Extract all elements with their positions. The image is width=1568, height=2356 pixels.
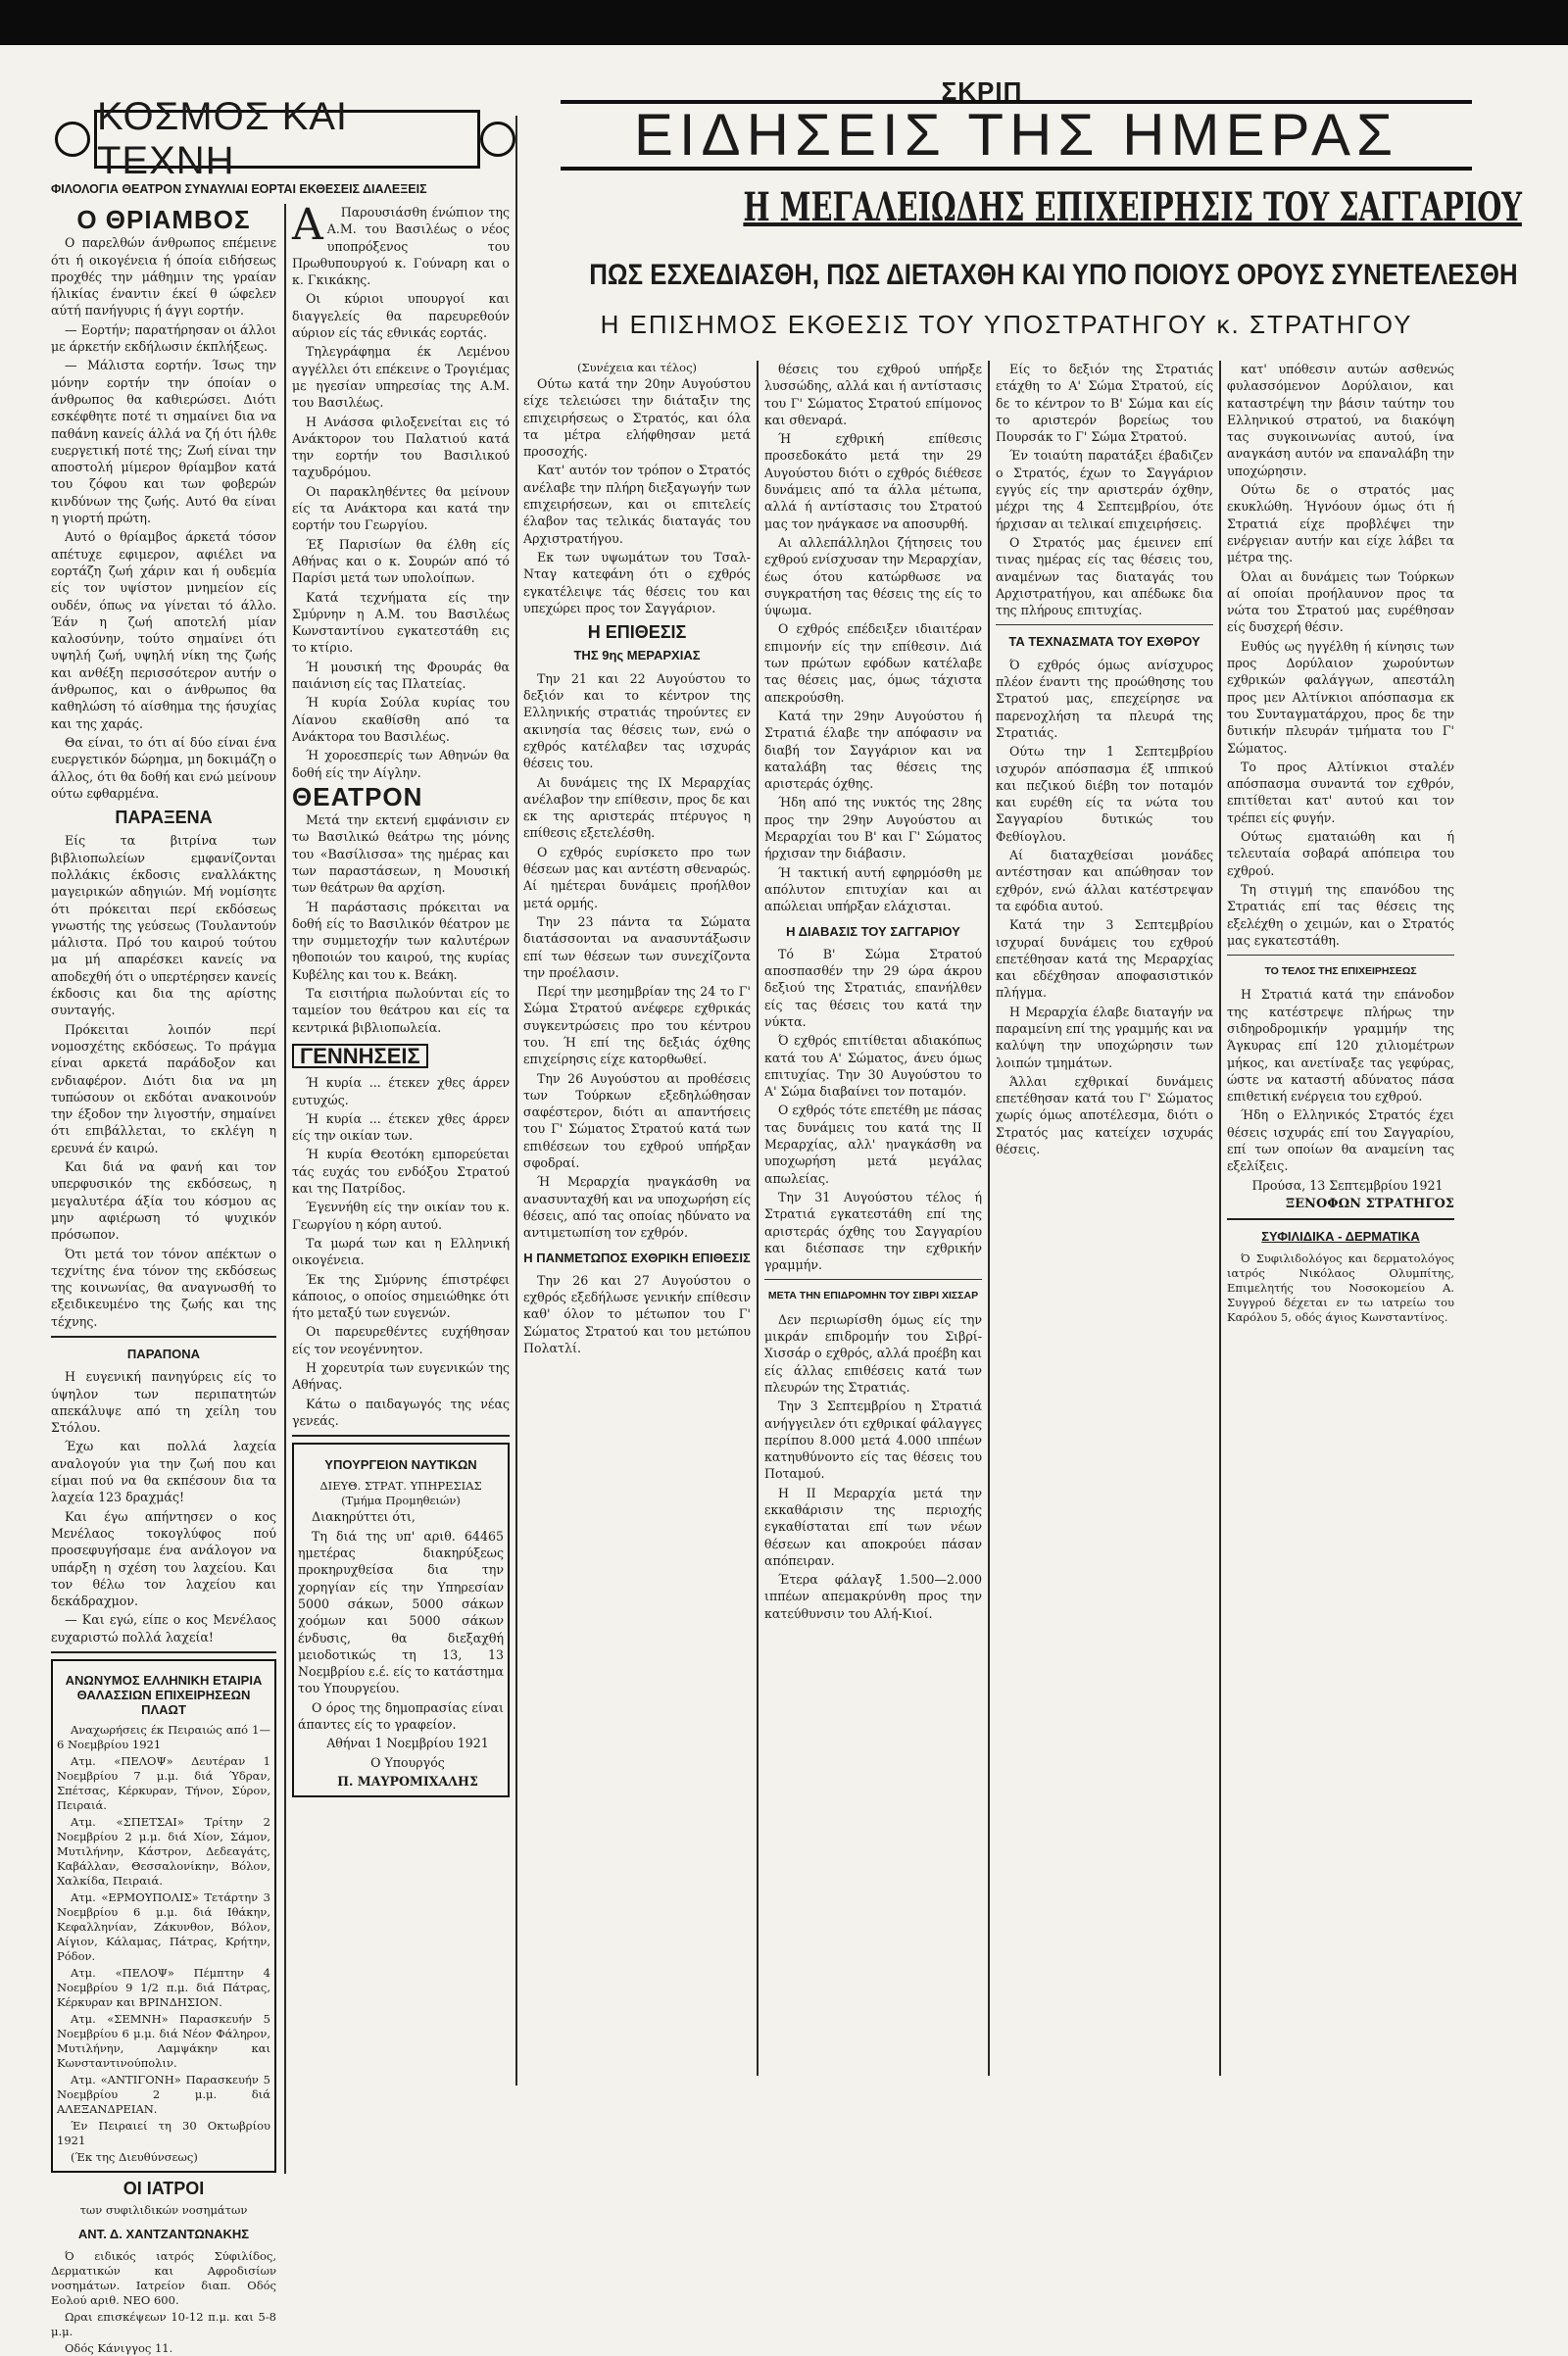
paragraph: — Εορτήν; παρατήρησαν οι άλλοι με άρκετήν εκδήλωσιν έκπλήξεως.	[51, 321, 276, 355]
paragraph: κατ' υπόθεσιν αυτών ασθενώς φυλασσόμενον Δορύλαιον, και καταστρέψη την βάσιν ταύτην του Ελληνικού στρατού, να διακόψη τας συγκοινωνίας αυτού, ίνα αναγκάση αυτόν να επαναλάβη την υποχώρησιν.	[1227, 362, 1454, 478]
ad-line: Ατμ. «ΑΝΤΙΓΟΝΗ» Παρασκευήν 5 Νοεμβρίου 2 μ.μ. διά ΑΛΕΞΑΝΔΡΕΙΑΝ.	[57, 2073, 270, 2117]
paragraph: Έγεννήθη είς την οικίαν του κ. Γεωργίου η κόρη αυτού.	[292, 1200, 510, 1232]
divider	[51, 1651, 276, 1653]
paragraph: Ή μουσική της Φρουράς θα παιάνιση είς τας Πλατείας.	[292, 659, 510, 692]
divider	[1227, 1218, 1454, 1220]
paragraph: Έξ Παρισίων θα έλθη είς Αθήνας και ο κ. Σουρών από τό Παρίσι μετά των υπολοίπων.	[292, 536, 510, 586]
paragraph: Έκ της Σμύρνης έπιστρέφει κάποιος, ο οποίος σημειώθηκε ότι ήτο μεταξύ των ευγενών.	[292, 1271, 510, 1321]
deck-headline: Η ΕΠΙΣΗΜΟΣ ΕΚΘΕΣΙΣ ΤΟΥ ΥΠΟΣΤΡΑΤΗΓΟΥ κ. ΣΤΡΑΤΗΓΟΥ	[600, 310, 1413, 339]
paragraph: Ή κυρία Θεοτόκη εμπορεύεται τάς ευχάς του ενδόξου Στρατού και της Πατρίδος.	[292, 1147, 510, 1197]
newspaper-page	[51, 76, 1522, 2355]
paragraph: Τα εισιτήρια πωλούνται είς το ταμείον του θεάτρου και είς τα κεντρικά βιβλιοπωλεία.	[292, 986, 510, 1035]
column-1	[51, 204, 276, 2355]
paragraph: Εκ των υψωμάτων του Τσαλ-Νταγ κατεφάνη ότι ο εχθρός εγκατέλειψε τάς θέσεις του και υπεχώρει προς τον Σαγγάριον.	[523, 549, 751, 615]
paragraph: θέσεις του εχθρού υπήρξε λυσσώδης, αλλά και ή αντίστασις του Γ' Σώματος Στρατού επίμονος και σθεναρά.	[764, 362, 982, 427]
heading-attack-sub: ΤΗΣ 9ης ΜΕΡΑΡΧΙΑΣ	[573, 648, 701, 663]
paragraph: Ήδη ο Ελληνικός Στρατός έχει θέσεις ισχυράς επί του Σαγγαρίου, επί των οποίων θα αναμείνη τας εξελίξεις.	[1227, 1107, 1454, 1174]
ad-line: Αναχωρήσεις έκ Πειραιώς από 1—6 Νοεμβρίου 1921	[57, 1723, 270, 1752]
ad-line: Ατμ. «ΕΡΜΟΥΠΟΛΙΣ» Τετάρτην 3 Νοεμβρίου 6 μ.μ. διά Ιθάκην, Κεφαλληνίαν, Ζάκυνθον, Βόλον, Αίγιον, Κάλαμας, Πάτρας, Κρήτην, Ρόδον.	[57, 1890, 270, 1964]
notice-signature: Π. ΜΑΥΡΟΜΙΧΑΛΗΣ	[337, 1773, 478, 1789]
paragraph: Τη στιγμή της επανόδου της Στρατιάς επί τας θέσεις της εξελέχθη ο χειμών, και ο Στρατός μας εγκατεστάθη.	[1227, 881, 1454, 948]
paragraph: Οι παρακληθέντες θα μείνουν είς τα Ανάκτορα και κατά την εορτήν του Γεωργίου.	[292, 483, 510, 533]
doctor-line: Ωραι επισκέψεων 10-12 π.μ. και 5-8 μ.μ.	[51, 2309, 276, 2338]
paragraph: Ή κυρία ... έτεκεν χθες άρρεν ευτυχώς.	[292, 1075, 510, 1107]
paragraph: Τηλεγράφημα έκ Λεμένου αγγέλλει ότι επέκεινε ο Τρογιέμας με ηγεσίαν υπηρεσίας της Α.Μ. του Βασιλέως.	[292, 344, 510, 411]
section-title-eidiseis: ΕΙΔΗΣΕΙΣ ΤΗΣ ΗΜΕΡΑΣ	[561, 100, 1472, 171]
heading-end-operation: ΤΟ ΤΕΛΟΣ ΤΗΣ ΕΠΙΧΕΙΡΗΣΕΩΣ	[1264, 965, 1417, 978]
column-4	[764, 361, 982, 2095]
column-5	[996, 361, 1213, 2095]
sub-headline: ΠΩΣ ΕΣΧΕΔΙΑΣΘΗ, ΠΩΣ ΔΙΕΤΑΧΘΗ ΚΑΙ ΥΠΟ ΠΟΙΟΥΣ ΟΡΟΥΣ ΣΥΝΕΤΕΛΕΣΘΗ	[589, 259, 1518, 291]
paragraph: Όλαι αι δυνάμεις των Τούρκων αί οποίαι προήλαυνον προς τα νώτα του Στρατού μας ευρέθησαν είς δυσχερή θέσιν.	[1227, 568, 1454, 635]
paragraph: Περί την μεσημβρίαν της 24 το Γ' Σώμα Στρατού ανέφερε εχθρικάς συγκεντρώσεις προ του κέντρου του. Ή επί της δεξιάς όχθης επιχείρησις είχε κατορθωθεί.	[523, 984, 751, 1067]
ministry-notice	[292, 1443, 510, 1797]
notice-subtitle: ΔΙΕΥΘ. ΣΤΡΑΤ. ΥΠΗΡΕΣΙΑΣ (Τμήμα Προμηθειών)	[319, 1479, 482, 1508]
notice-line: Διακηρύττει ότι,	[312, 1509, 416, 1525]
paragraph: Πρόκειται λοιπόν περί νομοσχέτης εκδόσεως. Το πράγμα είναι αρκετά παράδοξον και ενδιαφέρον. Διότι δια να μη τυπώσουν οι εκδόται ανακοινούν την έξοδον την λιγοστήν, σημαίνει ότι επιβάλλεται, το εκλέγη η ερευνά έν καιρώ.	[51, 1021, 276, 1155]
paragraph: Την 26 Αυγούστου αι προθέσεις των Τούρκων εξεδηλώθησαν σαφέστερον, διότι αι απαντήσεις του Γ' Σώματος Στρατού κατά των επιθέσεων του εχθρού υπήρξαν σφοδραί.	[523, 1070, 751, 1171]
doctor-line: Ό ειδικός ιατρός Σύφιλίδος, Δερματικών και Αφροδισίων νοσημάτων. Ιατρείον διαπ. Οδός Εολού αριθ. ΝΕΟ 600.	[51, 2248, 276, 2307]
paragraph: Είς τα βιτρίνα των βιβλιοπωλείων εμφανίζονται πολλάκις έκδοσις εναλλάκτης μαγειρικών αδηγιών. Μή νομίσητε ότι πρόκειται περί εκδόσεως γνωστής της γεύσεως (Τουλαντούν μάλιστα. Πρό του καιρού τούτου μα μή απαρέσκει κανείς να αποδεχθή ότι ο υπερτέρησεν κανείς έκδοσις και δια της αρίστης συνταγής.	[51, 833, 276, 1018]
paragraph: Κατ' αυτόν τον τρόπον ο Στρατός ανέλαβε την πλήρη διεξαγωγήν των επιχειρήσεων, και οι επιτελείς έλαβον τας τελικάς διαταγάς του Αρχιστρατήγου.	[523, 463, 751, 546]
dateline: Προύσα, 13 Σεπτεμβρίου 1921	[1251, 1177, 1444, 1193]
doctor-subheading: των συφιλιδικών νοσημάτων	[79, 2203, 248, 2218]
paragraph: — Μάλιστα εορτήν. Ίσως την μόνην εορτήν την όποίαν ο άνθρωπος θα καθιερώσει. Διότι εσκέφθητε ποτέ τι σημαίνει δια να παθάνη κανείς άλλά να ζή ότι ήλθε ευεργετική ποτέ της; Ζωή είναι την αποστολή μίμερον θρίαμβον κατά του ζόφου και των φοβερών κινδύνων της ζωής. Αυτό θα είναι η γιορτή πρώτη.	[51, 358, 276, 526]
paragraph: Την 21 και 22 Αυγούστου το δεξιόν και το κέντρον της Ελληνικής στρατιάς τηρούντες εν ακινησία τας θέσεις των, ενώ ο εχθρός κατέλαβεν τας ισχυράς θέσεις του.	[523, 670, 751, 771]
paragraph: Ή παράστασις πρόκειται να δοθή είς το Βασιλικόν θέατρον με την συμμετοχήν των καλυτέρων ηθοποιών του καιρού, της κυρίας Κυβέλης και του κ. Βεάκη.	[292, 899, 510, 982]
paragraph: Την 26 και 27 Αυγούστου ο εχθρός εξεδήλωσε γενικήν επίθεσιν καθ' όλον το μέτωπον του Γ' Σώματος Στρατού και του μετώπου Πολατλί.	[523, 1272, 751, 1356]
ad-line: Ατμ. «ΣΕΜΝΗ» Παρασκευήν 5 Νοεμβρίου 6 μ.μ. διά Νέον Φάληρον, Μυτιλήνην, Λαμψάκην και Κωνσταντινούπολιν.	[57, 2012, 270, 2071]
continued-note: (Συνέχεια και τέλος)	[577, 361, 697, 374]
paragraph: Ούτω την 1 Σεπτεμβρίου ισχυρόν απόσπασμα έξ ιππικού και πεζικού διέβη τον ποταμόν και ευρέθη είς τα νώτα του Σαγγαρίου δυτικώς του Φεθίογλου.	[996, 744, 1213, 844]
section-title-kosmos: ΚΟΣΜΟΣ ΚΑΙ ΤΕΧΝΗ	[94, 110, 480, 169]
paragraph: Είς το δεξιόν της Στρατιάς ετάχθη το Α' Σώμα Στρατού, είς δε το κέντρον το Β' Σώμα και είς το αριστερόν βορείως του Πουρσάκ το Γ' Σώμα Στρατού.	[996, 362, 1213, 445]
divider	[51, 1336, 276, 1338]
paragraph: Αι δυνάμεις της ΙΧ Μεραρχίας ανέλαβον την επίθεσιν, προς δε και εκ της αριστεράς πτέρυγος η επίθεσις εξετελέσθη.	[523, 774, 751, 841]
paragraph: Κατά την 29ην Αυγούστου ή Στρατιά έλαβε την απόφασιν να διαβή τον Σαγγάριον και να καταλάβη τας θέσεις της αριστεράς όχθης.	[764, 708, 982, 792]
paragraph: Ούτως εματαιώθη και ή τελευταία σοβαρά απόπειρα του εχθρού.	[1227, 829, 1454, 878]
paragraph: Έν τοιαύτη παρατάξει έβαδιζεν ο Στρατός, έχων το Σαγγάριον εγγύς είς την αριστεράν όχθην, μέχρι της 4 Σεπτεμβρίου, ότε ήρχισαν αι τελικαί επιχειρήσεις.	[996, 448, 1213, 531]
ad-line: Ατμ. «ΣΠΕΤΣΑΙ» Τρίτην 2 Νοεμβρίου 2 μ.μ. διά Χίον, Σάμον, Μυτιλήνην, Κάστρον, Δεδεαγάτς, Καβάλλαν, Θεσσαλονίκην, Βόλον, Χαλκίδα, Πειραιά.	[57, 1815, 270, 1889]
column-rule	[1219, 361, 1221, 2076]
notice-line: Ο όρος της δημοπρασίας είναι άπαντες είς το γραφείον.	[298, 1699, 504, 1733]
black-margin-bar	[0, 0, 1568, 45]
heading-births: ΓΕΝΝΗΣΕΙΣ	[292, 1044, 428, 1068]
paragraph: Και έγω απήντησεν ο κος Μενέλαος τοκογλύφος πού προσεφυγήσαμε ένα ανάλογον να υπάρξη η σχέση του λαχείου. Και τον θέλω τον λαχείου και δεκάδραχμον.	[51, 1508, 276, 1609]
column-rule	[757, 361, 759, 2076]
paragraph: Ή κυρία Σούλα κυρίας του Λίανου εκαθίσθη από τα Ανάκτορα του Βασιλέως.	[292, 695, 510, 744]
notice-line: Αθήναι 1 Νοεμβρίου 1921	[326, 1736, 489, 1751]
paragraph: Άλλαι εχθρικαί δυνάμεις επετέθησαν κατά του Γ' Σώματος χωρίς όμως αποτέλεσμα, διότι ο Στρατός μας κατείχεν ισχυράς θέσεις.	[996, 1073, 1213, 1157]
section-subtitle: ΦΙΛΟΛΟΓΙΑ ΘΕΑΤΡΟΝ ΣΥΝΑΥΛΙΑΙ ΕΟΡΤΑΙ ΕΚΘΕΣΕΙΣ ΔΙΑΛΕΞΕΙΣ	[51, 182, 427, 196]
paragraph: Ό εχθρός επιτίθεται αδιακόπως κατά του Α' Σώματος, άνευ όμως επιτυχίας. Την 30 Αυγούστου το Α' Σώμα διαβαίνει τον ποταμόν.	[764, 1033, 982, 1100]
paragraph: Ήδη από της νυκτός της 28ης προς την 29ην Αυγούστου αι Μεραρχίαι του Β' και Γ' Σώματος ήρχισαν την διάβασιν.	[764, 795, 982, 861]
paragraph: Ο εχθρός επέδειξεν ιδιαιτέραν επιμονήν είς την επίθεσιν. Διά των πρώτων εφόδων κατέλαβε τας θέσεις μας, όμως τάχιστα απεκρούσθη.	[764, 621, 982, 705]
column-2	[292, 200, 510, 2095]
paragraph: Οι παρευρεθέντες ευχήθησαν είς τον νεογέννητον.	[292, 1324, 510, 1356]
paragraph: Την 23 πάντα τα Σώματα διατάσσονται να ανασυντάξωσιν επί των θέσεων των συνεχίζοντα την προέλασιν.	[523, 913, 751, 980]
paragraph: Ή χοροεσπερίς των Αθηνών θα δοθή είς την Αίγλην.	[292, 748, 510, 780]
doctor-name: ΑΝΤ. Δ. ΧΑΝΤΖΑΝΤΩΝΑΚΗΣ	[77, 2227, 250, 2242]
paragraph: Την 31 Αυγούστου τέλος ή Στρατιά εγκατεστάθη επί της αριστεράς όχθης του Σαγγαρίου και διέσπασε την εχθρικήν γραμμήν.	[764, 1189, 982, 1273]
paragraph: Κατά την 3 Σεπτεμβρίου ισχυραί δυνάμεις του εχθρού επετέθησαν κατά της Μεραρχίας και εδέχθησαν αποφασιστικόν πλήγμα.	[996, 917, 1213, 1001]
divider	[292, 1435, 510, 1437]
ad-line: Ατμ. «ΠΕΛΟΨ» Δευτέραν 1 Νοεμβρίου 7 μ.μ. διά Ύδραν, Σπέτσας, Κέρκυραν, Τήνον, Σύρον, Πειραιά.	[57, 1754, 270, 1813]
paragraph: Ότι μετά τον τόνον απέκτων ο τεχνίτης ένα τόνον της εκδόσεως της κοινωνίας, θα αναγνωσθή το εξειδικευμένο της ζωής και της τέχνης.	[51, 1246, 276, 1329]
paragraph: Αί διαταχθείσαι μονάδες αντέστησαν και απώθησαν τον εχθρόν, ενώ άλλαι κατέστρεψαν τα εφόδια αυτού.	[996, 848, 1213, 913]
ad-title: ΑΝΩΝΥΜΟΣ ΕΛΛΗΝΙΚΗ ΕΤΑΙΡΙΑ ΘΑΛΑΣΣΙΩΝ ΕΠΙΧΕΙΡΗΣΕΩΝ ΠΛΑΩΤ	[65, 1673, 263, 1718]
kicker: ΣΚΡΙΠ	[941, 76, 1023, 106]
column-rule	[515, 116, 517, 2086]
divider	[1227, 955, 1454, 956]
ad-line: Έν Πειραιεί τη 30 Οκτωβρίου 1921	[57, 2119, 270, 2148]
column-3	[523, 361, 751, 2095]
heading-crossing: Η ΔΙΑΒΑΣΙΣ ΤΟΥ ΣΑΓΓΑΡΙΟΥ	[786, 923, 960, 939]
column-6	[1227, 361, 1454, 2095]
main-headline: Η ΜΕΓΑΛΕΙΩΔΗΣ ΕΠΙΧΕΙΡΗΣΙΣ ΤΟΥ ΣΑΓΓΑΡΙΟΥ	[743, 184, 1522, 230]
paragraph: Ούτω κατά την 20ην Αυγούστου είχε τελειώσει την διάταξιν της επιχειρήσεως ο Στρατός, και όλα τα μέτρα ελήφθησαν μετά προσοχής.	[523, 376, 751, 460]
paragraph: Αυτό ο θρίαμβος άρκετά τόσον απέτυχε εφιμερον, αφιέλει να εορτάζη ζωή χάριν και ή ουδεμία είς τον υψίστον μνημείον είς ουδέν, όπως να γίνεται τό άλλο. Έάν η ζωή αποτελή μίαν καλοσύνην, τούτο σημαίνει ότι υψηλή ζωή, υψηλή νίκη της ζωής και ανθέξη περισσότερον αυτήν ο άνθρωπος, και ο άνθρωπος θα καθηλώση τό αίσθημα της ήσυχίας και της χαράς.	[51, 529, 276, 731]
doctor-heading: ΟΙ ΙΑΤΡΟΙ	[122, 2179, 205, 2199]
paragraph: Η ευγενική πανηγύρεις είς το ύψηλον των περιπατητών απεκάλυψε από τη χείλη του Στόλου.	[51, 1369, 276, 1436]
ad-line: Ατμ. «ΠΕΛΟΨ» Πέμπτην 4 Νοεμβρίου 9 1/2 π.μ. διά Πάτρας, Κέρκυραν και ΒΡΙΝΔΗΣΙΟΝ.	[57, 1966, 270, 2010]
signature: ΞΕΝΟΦΩΝ ΣΤΡΑΤΗΓΟΣ	[1286, 1196, 1454, 1211]
divider	[996, 624, 1213, 625]
paragraph: Ή κυρία ... έτεκεν χθες άρρεν είς την οικίαν των.	[292, 1110, 510, 1144]
paragraph: Την 3 Σεπτεμβρίου η Στρατιά ανήγγειλεν ότι εχθρικαί φάλαγγες περίπου 8.000 μετά 4.000 ιππέων κατηυθύνοντο είς τας θέσεις του Ποταμού.	[764, 1399, 982, 1482]
paragraph: Η Ανάσσα φιλοξενείται εις τό Ανάκτορον του Παλατιού κατά την εορτήν του Βασιλικού ταχυδρόμου.	[292, 414, 510, 480]
notice-line: Τη διά της υπ' αριθ. 64465 ημετέρας διακηρύξεως προκηρυχθείσα δια την χορηγίαν είς την Υπηρεσίαν 5000 σάκων, 5000 σάκων χοόμων και 5000 σάκων ένδυσις, θα διεξαχθή μειοδοτικώς τη 13, 13 Νοεμβρίου ε.έ. είς το κατάστημα του Υπουργείου.	[298, 1528, 504, 1696]
notice-title: ΥΠΟΥΡΓΕΙΟΝ ΝΑΥΤΙΚΩΝ	[324, 1457, 477, 1473]
paragraph: Η Στρατιά κατά την επάνοδον της κατέστρεψε πλήρως την σιδηροδρομικήν γραμμήν της Άγκυρας επί 120 χιλιομέτρων μήκος, και ανετίναξε τας γεφύρας, ώστε να καταστή αδύνατος πάσα επιθετική ενέργεια του εχθρού.	[1227, 987, 1454, 1104]
paragraph: Αι αλλεπάλληλοι ζήτησεις του εχθρού ενίσχυσαν την Μεραρχίαν, έως ότου κατώρθωσε να συγκρατήση τας θέσεις της είς το ύψωμα.	[764, 534, 982, 618]
paragraph: Τα μωρά των και η Ελληνική οικογένεια.	[292, 1235, 510, 1268]
paragraph: Ή τακτική αυτή εφηρμόσθη με απόλυτον επιτυχίαν και αι απώλειαι υπήρξαν ελάχισται.	[764, 864, 982, 914]
paragraph: Ο εχθρός τότε επετέθη με πάσας τας δυνάμεις του κατά της ΙΙ Μεραρχίας, αλλ' ηναγκάσθη να υποχωρήση μετά μεγάλας απωλείας.	[764, 1103, 982, 1186]
paragraph: Και διά να φανή και τον υπερφυσικόν της εκδόσεως, η μεγαλυτέρα άξία του κόσμου ας μην αφιέρωση τό ψυχικόν πρόσωπον.	[51, 1159, 276, 1243]
heading-paraxena: ΠΑΡΑΞΕΝΑ	[115, 808, 213, 828]
paragraph: Οι κύριοι υπουργοί και διαγγελείς θα παρευρεθούν αύριον είς τάς εθνικάς εορτάς.	[292, 291, 510, 341]
drop-cap: Α	[292, 200, 323, 250]
heading-theatre: ΘΕΑΤΡΟΝ	[292, 781, 423, 811]
heading-thriamvos: Ο ΘΡΙΑΜΒΟΣ	[76, 205, 251, 234]
paragraph: Η ΙΙ Μεραρχία μετά την εκκαθάρισιν της περιοχής εγκαθίσταται επί των νέων θέσεων και αποκρούει πάσαν απόπειραν.	[764, 1485, 982, 1568]
paragraph: Έχω και πολλά λαχεία αναλογούν για την ζωή που και είμαι πού να θα εκπέσουν δια τα λαχεία 123 δραχμάς!	[51, 1439, 276, 1505]
paragraph: Θα είναι, το ότι αί δύο είναι ένα ευεργετικόν δώρημα, μη δοκιμάζη ο άλλος, ότι θα δοθή και ενώ μείνουν ούτω εφθαρμένα.	[51, 734, 276, 801]
ad-title-syphilis: ΣΥΦΙΛΙΔΙΚΑ - ΔΕΡΜΑΤΙΚΑ	[1261, 1229, 1420, 1245]
paragraph: Έτερα φάλαγξ 1.500—2.000 ιππέων απεμακρύνθη προς την κατεύθυνσιν του Αλή-Κιοί.	[764, 1572, 982, 1621]
paragraph: Μετά την εκτενή εμφάνισιν εν τω Βασιλικώ θεάτρω της μόνης του «Βασίλισσα» της ημέρας και των παραστάσεων, η Μουσική των θεάτρων θα αρχίση.	[292, 812, 510, 896]
paragraph: — Και εγώ, είπε ο κος Μενέλαος ευχαριστώ πολλά λαχεία!	[51, 1612, 276, 1644]
paragraph: Κατά τεχνήματα είς την Σμύρνην η Α.Μ. του Βασιλέως Κωνσταντίνου εγκατεστάθη εις το κτίριο.	[292, 589, 510, 656]
ad-line: (Έκ της Διευθύνσεως)	[71, 2150, 198, 2165]
paragraph: Ευθύς ως ηγγέλθη ή κίνησις των προς Δορύλαιον χωρούντων εχθρικών φαλάγγων, απεστάλη προς μεν Αλτίνκιοι απόσπασμα εκ του Συνταγματάρχου, προς δε την δυτικήν πλευράν τμήματα του Γ' Σώματος.	[1227, 638, 1454, 756]
notice-line: Ο Υπουργός	[370, 1754, 445, 1770]
column-rule	[284, 204, 286, 2174]
ad-text: Ό Συφιλιδολόγος και δερματολόγος ιατρός Νικόλαος Ολυμπίτης, Επιμελητής του Νοσοκομείου Α. Συγγρού δέχεται εν τω ιατρείω του Καρόλου 5, οδός άγιος Κωνσταντίνος.	[1227, 1251, 1454, 1324]
left-masthead	[51, 95, 512, 196]
paragraph: Ό εχθρός όμως ανίσχυρος πλέον έναντι της προώθησης του Στρατού μας, επεχείρησε να παρενοχλήση τα πλευρά της Στρατιάς.	[996, 657, 1213, 740]
heading-after-raid: ΜΕΤΑ ΤΗΝ ΕΠΙΔΡΟΜΗΝ ΤΟΥ ΣΙΒΡΙ ΧΙΣΣΑΡ	[767, 1290, 979, 1302]
heading-parapona: ΠΑΡΑΠΟΝΑ	[126, 1347, 201, 1361]
paragraph: Η Μεραρχία έλαβε διαταγήν να παραμείνη επί της γραμμής και να καλύψη την υποχώρησιν των λοιπών τμημάτων.	[996, 1004, 1213, 1070]
paragraph: Ή εχθρική επίθεσις προσεδοκάτο μετά την 29 Αυγούστου διότι ο εχθρός διέθεσε δυνάμεις από τα άλλα μέτωπα, αλλά ή αντίστασις του Στρατού μας τον ηνάγκασε να αποσυρθή.	[764, 431, 982, 531]
doctor-line: Οδός Κάνιγγος 11.	[65, 2340, 173, 2355]
paragraph: Ούτω δε ο στρατός μας εκυκλώθη. Ήγνόουν όμως ότι ή Στρατιά είχε προβλέψει την ενέργειαν αυτήν και είχε λάβει τα μέτρα της.	[1227, 482, 1454, 565]
divider	[764, 1279, 982, 1280]
paragraph: Η χορευτρία των ευγενικών της Αθήνας.	[292, 1360, 510, 1393]
ornament-icon	[55, 122, 90, 157]
paragraph: Τό Β' Σώμα Στρατού αποσπασθέν την 29 ώρα άκρου δεξιού της Στρατιάς, επανήλθεν είς τας θέσεις του κατά την νύκτα.	[764, 946, 982, 1029]
ornament-icon	[480, 122, 515, 157]
heading-general-attack: Η ΠΑΝΜΕΤΩΠΟΣ ΕΧΘΡΙΚΗ ΕΠΙΘΕΣΙΣ	[523, 1250, 751, 1265]
paragraph: Ή Μεραρχία ηναγκάσθη να ανασυνταχθή και να υποχωρήση είς θέσεις, από τας οποίας ηδύνατο να αντιμετωπίση τον εχθρόν.	[523, 1174, 751, 1241]
paragraph: Ο Στρατός μας έμεινεν επί τινας ημέρας είς τας θέσεις του, αναμένων τας διαταγάς του Αρχιστρατήγου, και απέδωκε δια της πλήρους επιτυχίας.	[996, 534, 1213, 618]
heading-attack: Η ΕΠΙΘΕΣΙΣ	[587, 622, 687, 643]
paragraph: Κάτω ο παιδαγωγός της νέας γενεάς.	[292, 1396, 510, 1428]
heading-enemy-tricks: ΤΑ ΤΕΧΝΑΣΜΑΤΑ ΤΟΥ ΕΧΘΡΟΥ	[1008, 634, 1200, 650]
paragraph: Το προς Αλτίνκιοι σταλέν απόσπασμα συναντά τον εχθρόν, επιτίθεται κατ' αυτού και τον τρέπει είς φυγήν.	[1227, 759, 1454, 825]
shipping-ad	[51, 1659, 276, 2173]
paragraph: Ο εχθρός ευρίσκετο προ των θέσεων μας και αντέστη σθεναρώς. Αί ημέτεραι δυνάμεις προήλθον μετά ορμής.	[523, 844, 751, 910]
column-rule	[988, 361, 990, 2076]
paragraph: Παρουσιάσθη ένώπιον της Α.Μ. του Βασιλέως ο νέος υποπρόξενος του Πρωθυπουργού κ. Γούναρη και ο κ. Γκικάκης.	[292, 205, 510, 288]
paragraph: Δεν περιωρίσθη όμως είς την μικράν επιδρομήν του Σιβρί-Χισσάρ ο εχθρός, αλλά προέβη και είς άλλας επιθέσεις κατά των πλευρών της Στρατιάς.	[764, 1311, 982, 1395]
paragraph: Ο παρελθών άνθρωπος επέμεινε ότι ή οικογένεια ή όποία ειδήσεως προχθές την μάθημιν της γραίαν ήλικίας έναντιν έκεί θ ώφελεν αύτή πανήγυρις ή άγγι εορτήν.	[51, 235, 276, 319]
